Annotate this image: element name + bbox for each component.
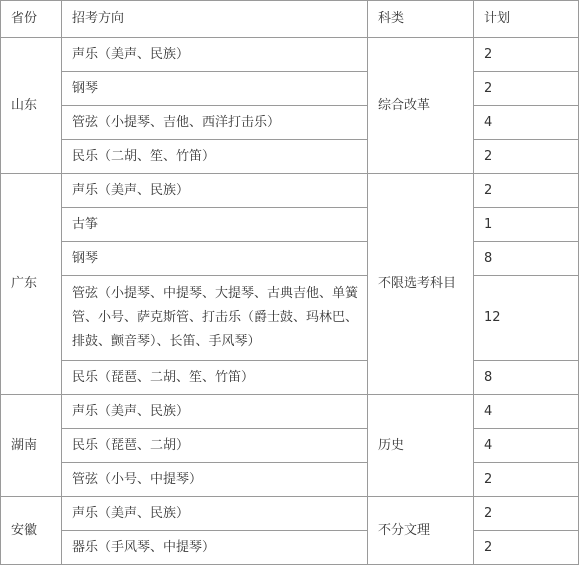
table-row [1,463,579,497]
plan-cell: 8 [474,242,579,276]
subject-cell: 历史 [368,395,474,497]
table-row [1,395,579,429]
plan-cell: 4 [474,106,579,140]
subject-cell: 综合改革 [368,38,474,174]
plan-cell: 2 [474,531,579,565]
plan-cell: 12 [474,276,579,361]
direction-cell: 管弦（小提琴、吉他、西洋打击乐） [62,106,368,140]
header-province: 省份 [1,1,62,38]
table-row [1,208,579,242]
table-row [1,361,579,395]
subject-cell: 不限选考科目 [368,174,474,395]
table-row [1,72,579,106]
direction-cell: 声乐（美声、民族） [62,395,368,429]
plan-cell: 2 [474,140,579,174]
subject-cell: 不分文理 [368,497,474,565]
direction-cell: 民乐（琵琶、二胡、笙、竹笛） [62,361,368,395]
plan-cell: 2 [474,38,579,72]
direction-cell: 器乐（手风琴、中提琴） [62,531,368,565]
table-row [1,429,579,463]
table-row [1,174,579,208]
direction-cell: 钢琴 [62,242,368,276]
table-row [1,140,579,174]
plan-cell: 2 [474,72,579,106]
header-row [1,1,579,38]
province-cell: 山东 [1,38,62,174]
plan-cell: 2 [474,497,579,531]
table-row [1,242,579,276]
plan-cell: 4 [474,429,579,463]
plan-cell: 8 [474,361,579,395]
plan-cell: 2 [474,463,579,497]
direction-cell: 声乐（美声、民族） [62,174,368,208]
direction-cell: 民乐（二胡、笙、竹笛） [62,140,368,174]
direction-cell: 钢琴 [62,72,368,106]
province-cell: 湖南 [1,395,62,497]
direction-cell: 古筝 [62,208,368,242]
table-row [1,276,579,361]
direction-cell: 声乐（美声、民族） [62,38,368,72]
header-direction: 招考方向 [62,1,368,38]
plan-cell: 2 [474,174,579,208]
direction-cell: 民乐（琵琶、二胡） [62,429,368,463]
plan-cell: 4 [474,395,579,429]
table-row [1,38,579,72]
province-cell: 安徽 [1,497,62,565]
direction-cell: 声乐（美声、民族） [62,497,368,531]
header-subject: 科类 [368,1,474,38]
header-plan: 计划 [474,1,579,38]
direction-cell: 管弦（小号、中提琴） [62,463,368,497]
table-row [1,531,579,565]
direction-cell: 管弦（小提琴、中提琴、大提琴、古典吉他、单簧管、小号、萨克斯管、打击乐（爵士鼓、玛林巴、排鼓、颤音琴）、长笛、手风琴） [62,276,368,361]
table-row [1,106,579,140]
province-cell: 广东 [1,174,62,395]
table-row [1,497,579,531]
plan-cell: 1 [474,208,579,242]
